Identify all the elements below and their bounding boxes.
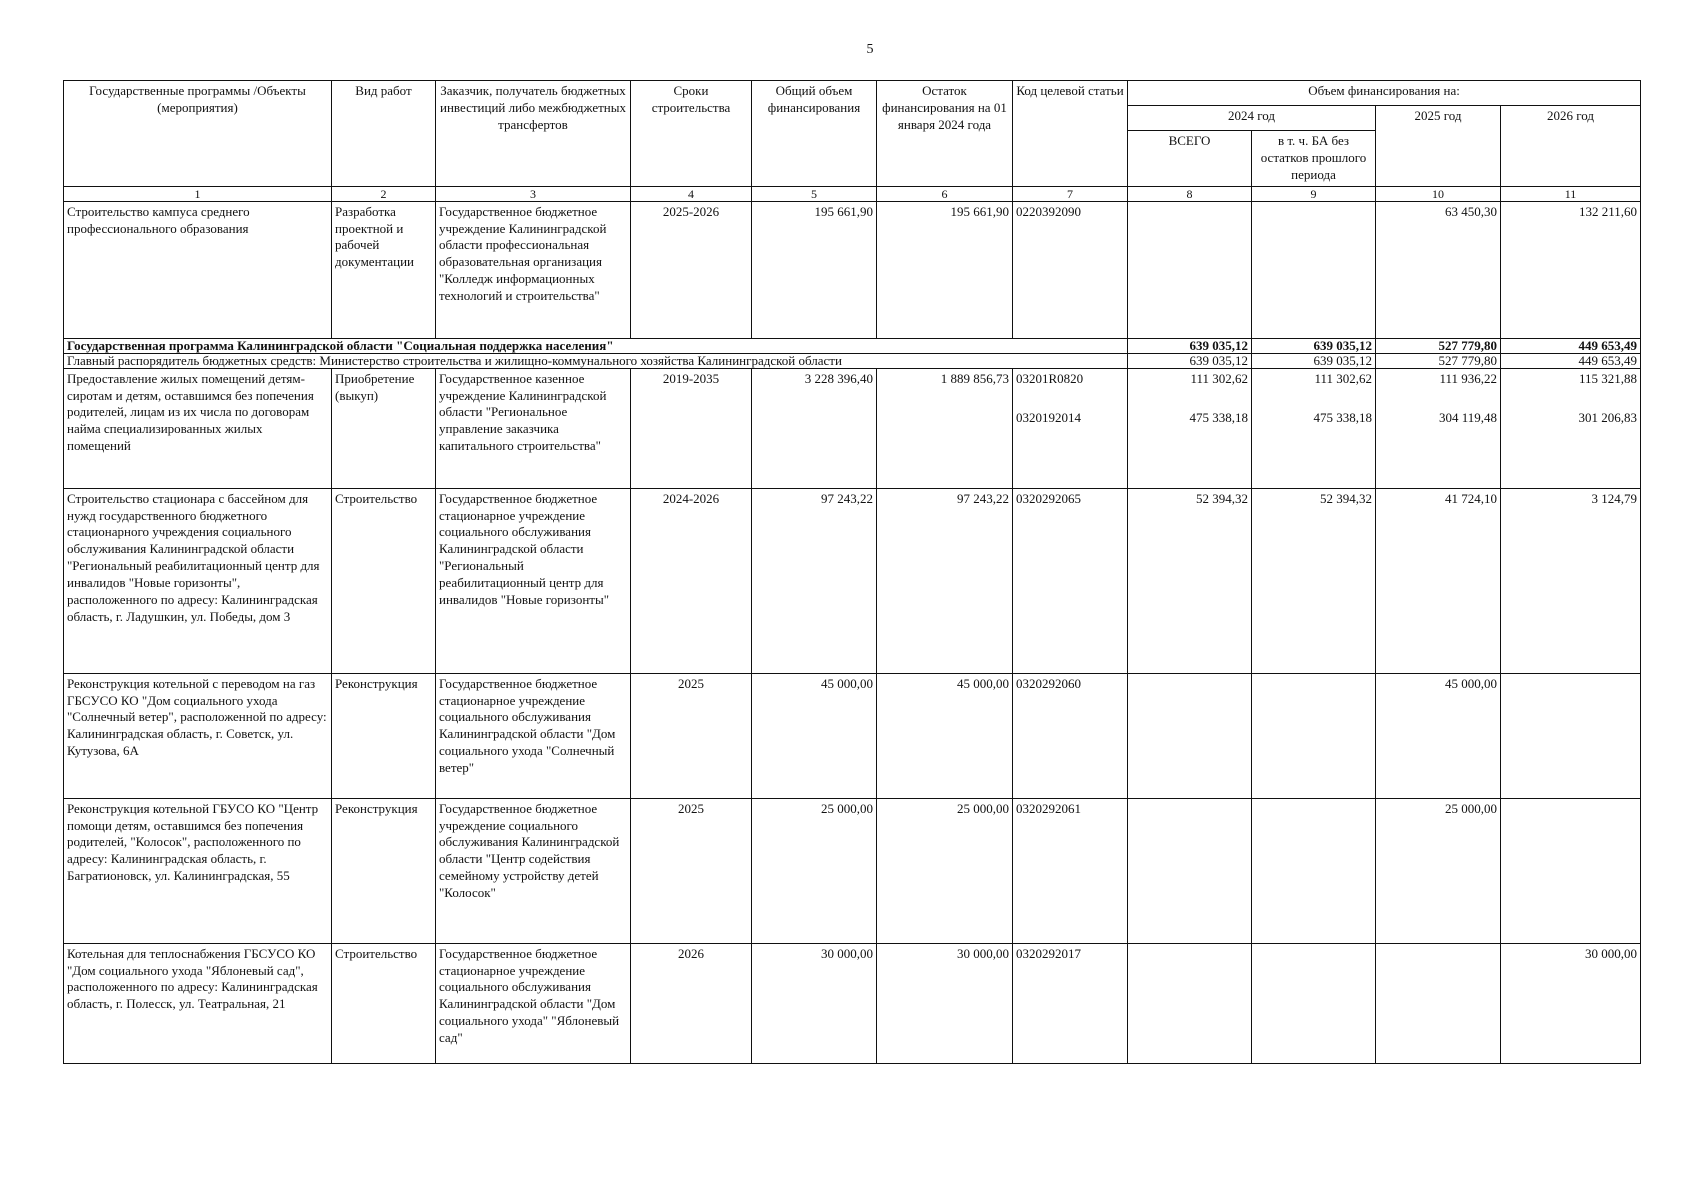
y2024-ba-cell: 639 035,12 [1252, 338, 1376, 353]
y2026-cell: 3 124,79 [1501, 488, 1641, 673]
terms-cell: 2025 [631, 673, 752, 798]
terms-cell: 2026 [631, 943, 752, 1063]
terms-cell: 2019-2035 [631, 368, 752, 488]
header-customer: Заказчик, получатель бюджетных инвестиций либо межбюджетных трансфертов [436, 81, 631, 187]
code-cell: 0320292060 [1013, 673, 1128, 798]
object-cell: Котельная для теплоснабжения ГБСУСО КО "Дом социального ухода "Яблоневый сад", расположенного по адресу: Калининградская область, г. Полесск, ул. Театральная, 21 [64, 943, 332, 1063]
table-row [64, 201, 1641, 338]
y2024-total-cell [1128, 798, 1252, 943]
total-cell: 25 000,00 [752, 798, 877, 943]
column-number: 8 [1128, 186, 1252, 201]
column-number: 6 [877, 186, 1013, 201]
y2026-cell: 132 211,60 [1501, 201, 1641, 338]
customer-cell: Государственное бюджетное учреждение Калининградской области профессиональная образовательная организация "Колледж информационных технологий и строительства" [436, 201, 631, 338]
y2024-ba-cell: 52 394,32 [1252, 488, 1376, 673]
value-secondary: 475 338,18 [1313, 409, 1372, 425]
y2026-cell: 30 000,00 [1501, 943, 1641, 1063]
remainder-cell: 45 000,00 [877, 673, 1013, 798]
y2025-cell: 41 724,10 [1376, 488, 1501, 673]
work-type-cell: Приобретение (выкуп) [332, 368, 436, 488]
object-cell: Реконструкция котельной ГБУСО КО "Центр помощи детям, оставшимся без попечения родителей, "Колосок", расположенного по адресу: Калининградская область, г. Багратионовск, ул. Калининградская, 55 [64, 798, 332, 943]
code-cell [1013, 368, 1128, 488]
header-work-type: Вид работ [332, 81, 436, 187]
header-financing-volume: Объем финансирования на: [1128, 81, 1641, 106]
remainder-cell: 195 661,90 [877, 201, 1013, 338]
header-row [64, 81, 1641, 106]
column-number: 7 [1013, 186, 1128, 201]
work-type-cell: Разработка проектной и рабочей документации [332, 201, 436, 338]
value-secondary: 475 338,18 [1189, 409, 1248, 425]
value-primary: 111 936,22 [1439, 370, 1497, 386]
y2024-ba-cell [1252, 201, 1376, 338]
total-cell: 30 000,00 [752, 943, 877, 1063]
code-primary: 03201R0820 [1016, 370, 1084, 386]
object-cell: Строительство стационара с бассейном для нужд государственного бюджетного стационарного учреждения социального обслуживания Калининградской области "Региональный реабилитационный центр для инвалидов "Новые горизонты", расположенного по адресу: Калининградская область, г. Ладушкин, ул. Победы, дом 3 [64, 488, 332, 673]
y2024-ba-cell [1252, 673, 1376, 798]
y2026-cell [1501, 368, 1641, 488]
value-primary: 111 302,62 [1190, 370, 1248, 386]
code-cell: 0220392090 [1013, 201, 1128, 338]
total-cell: 195 661,90 [752, 201, 877, 338]
work-type-cell: Строительство [332, 943, 436, 1063]
column-number: 3 [436, 186, 631, 201]
column-number: 11 [1501, 186, 1641, 201]
program-title: Государственная программа Калининградской области "Социальная поддержка населения" [64, 338, 1128, 353]
manager-title: Главный распорядитель бюджетных средств: Министерство строительства и жилищно-коммунального хозяйства Калининградской области [64, 353, 1128, 368]
table-row [64, 488, 1641, 673]
object-cell: Предоставление жилых помещений детям-сиротам и детям, оставшимся без попечения родителей, лицам из их числа по договорам найма специализированных жилых помещений [64, 368, 332, 488]
customer-cell: Государственное бюджетное учреждение социального обслуживания Калининградской области "Центр содействия семейному устройству детей "Колосок" [436, 798, 631, 943]
financing-table [63, 80, 1641, 1064]
table-row [64, 368, 1641, 488]
y2024-total-cell [1128, 943, 1252, 1063]
y2025-cell: 63 450,30 [1376, 201, 1501, 338]
total-cell: 97 243,22 [752, 488, 877, 673]
table-row [64, 798, 1641, 943]
y2024-total-cell: 639 035,12 [1128, 338, 1252, 353]
y2024-total-cell [1128, 201, 1252, 338]
header-total: ВСЕГО [1128, 131, 1252, 187]
y2024-ba-cell: 639 035,12 [1252, 353, 1376, 368]
header-total-volume: Общий объем финансирования [752, 81, 877, 187]
object-cell: Строительство кампуса среднего профессионального образования [64, 201, 332, 338]
total-cell: 3 228 396,40 [752, 368, 877, 488]
y2026-cell: 449 653,49 [1501, 338, 1641, 353]
column-number: 9 [1252, 186, 1376, 201]
code-cell: 0320292065 [1013, 488, 1128, 673]
column-number: 2 [332, 186, 436, 201]
y2024-ba-cell [1252, 368, 1376, 488]
page-number: 5 [866, 42, 874, 57]
customer-cell: Государственное бюджетное стационарное учреждение социального обслуживания Калининградской области "Региональный реабилитационный центр для инвалидов "Новые горизонты" [436, 488, 631, 673]
code-secondary: 0320192014 [1016, 409, 1081, 425]
value-primary: 111 302,62 [1314, 370, 1372, 386]
y2025-cell: 25 000,00 [1376, 798, 1501, 943]
column-number: 10 [1376, 186, 1501, 201]
object-cell: Реконструкция котельной с переводом на газ ГБСУСО КО "Дом социального ухода "Солнечный ветер", расположенной по адресу: Калининградская область, г. Советск, ул. Кутузова, 6А [64, 673, 332, 798]
code-cell: 0320292017 [1013, 943, 1128, 1063]
header-remainder: Остаток финансирования на 01 января 2024 года [877, 81, 1013, 187]
y2025-cell: 527 779,80 [1376, 338, 1501, 353]
customer-cell: Государственное казенное учреждение Калининградской области "Региональное управление заказчика капитального строительства" [436, 368, 631, 488]
y2025-cell: 527 779,80 [1376, 353, 1501, 368]
column-number: 5 [752, 186, 877, 201]
code-cell: 0320292061 [1013, 798, 1128, 943]
header-incl-ba: в т. ч. БА без остатков прошлого периода [1252, 131, 1376, 187]
y2026-cell: 449 653,49 [1501, 353, 1641, 368]
header-year-2024: 2024 год [1128, 106, 1376, 131]
program-row [64, 338, 1641, 353]
remainder-cell: 1 889 856,73 [877, 368, 1013, 488]
manager-row [64, 353, 1641, 368]
header-objects: Государственные программы /Объекты (мероприятия) [64, 81, 332, 187]
work-type-cell: Реконструкция [332, 798, 436, 943]
remainder-cell: 97 243,22 [877, 488, 1013, 673]
customer-cell: Государственное бюджетное стационарное учреждение социального обслуживания Калининградской области "Дом социального ухода "Солнечный ветер" [436, 673, 631, 798]
column-number: 4 [631, 186, 752, 201]
header-code: Код целевой статьи [1013, 81, 1128, 187]
table-row [64, 673, 1641, 798]
terms-cell: 2024-2026 [631, 488, 752, 673]
remainder-cell: 30 000,00 [877, 943, 1013, 1063]
work-type-cell: Реконструкция [332, 673, 436, 798]
column-numbers-row [64, 186, 1641, 201]
header-terms: Сроки строительства [631, 81, 752, 187]
value-secondary: 304 119,48 [1438, 409, 1497, 425]
y2025-cell [1376, 368, 1501, 488]
y2026-cell [1501, 673, 1641, 798]
value-primary: 115 321,88 [1579, 370, 1638, 386]
terms-cell: 2025 [631, 798, 752, 943]
y2024-ba-cell [1252, 943, 1376, 1063]
y2024-total-cell [1128, 368, 1252, 488]
y2025-cell: 45 000,00 [1376, 673, 1501, 798]
value-secondary: 301 206,83 [1578, 409, 1638, 425]
customer-cell: Государственное бюджетное стационарное учреждение социального обслуживания Калининградской области "Дом социального ухода" "Яблоневый сад" [436, 943, 631, 1063]
table-row [64, 943, 1641, 1063]
header-year-2025: 2025 год [1376, 106, 1501, 187]
y2025-cell [1376, 943, 1501, 1063]
total-cell: 45 000,00 [752, 673, 877, 798]
y2024-total-cell [1128, 673, 1252, 798]
column-number: 1 [64, 186, 332, 201]
terms-cell: 2025-2026 [631, 201, 752, 338]
y2024-total-cell: 639 035,12 [1128, 353, 1252, 368]
header-year-2026: 2026 год [1501, 106, 1641, 187]
y2026-cell [1501, 798, 1641, 943]
work-type-cell: Строительство [332, 488, 436, 673]
y2024-total-cell: 52 394,32 [1128, 488, 1252, 673]
remainder-cell: 25 000,00 [877, 798, 1013, 943]
y2024-ba-cell [1252, 798, 1376, 943]
